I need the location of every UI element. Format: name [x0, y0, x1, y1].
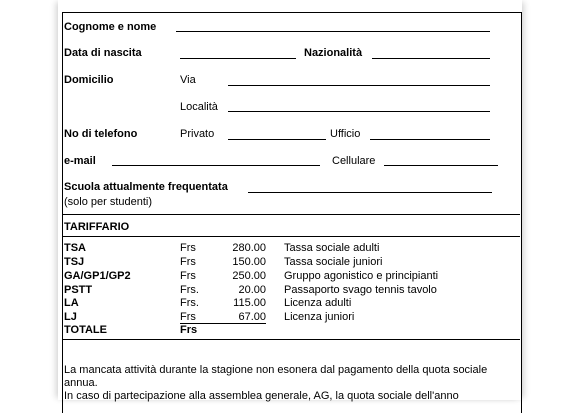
tariff-code: LA	[64, 297, 79, 309]
tariff-description: Gruppo agonistico e principianti	[284, 270, 439, 282]
tariff-code: PSTT	[64, 284, 93, 296]
city-field[interactable]	[228, 111, 490, 112]
nationality-label: Nazionalità	[304, 47, 363, 59]
total-label: TOTALE	[64, 324, 107, 336]
tariff-description: Licenza adulti	[284, 297, 352, 309]
tariff-amount: 250.00	[232, 270, 266, 282]
tariff-amount: 150.00	[232, 256, 266, 268]
street-field[interactable]	[228, 85, 490, 86]
mobile-field[interactable]	[384, 165, 498, 166]
tariff-currency: Frs	[180, 242, 196, 254]
tariff-description: Tassa sociale adulti	[284, 242, 380, 254]
tariff-code: LJ	[64, 311, 77, 323]
tariff-code: TSA	[64, 242, 86, 254]
tariff-currency: Frs.	[180, 297, 199, 309]
school-note: (solo per studenti)	[64, 196, 153, 208]
email-field[interactable]	[112, 165, 320, 166]
tariff-amount: 280.00	[232, 242, 266, 254]
name-field[interactable]	[176, 31, 490, 32]
birth-date-field[interactable]	[180, 58, 296, 59]
address-label: Domicilio	[64, 74, 114, 86]
note-line-3: In caso di partecipazione alla assemblea generale, AG, la quota sociale dell'anno	[64, 390, 459, 402]
tariff-heading: TARIFFARIO	[64, 221, 130, 233]
mobile-label: Cellulare	[332, 155, 376, 167]
tariff-amount: 20.00	[238, 284, 266, 296]
phone-office-field[interactable]	[370, 139, 490, 140]
total-currency: Frs	[180, 324, 198, 336]
tariff-description: Tassa sociale juniori	[284, 256, 383, 268]
tariff-description: Licenza juniori	[284, 311, 355, 323]
tariff-heading-divider	[62, 236, 520, 237]
school-label: Scuola attualmente frequentata	[64, 181, 228, 193]
note-line-2: annua.	[64, 377, 98, 389]
tariff-code: TSJ	[64, 256, 85, 268]
phone-private-label: Privato	[180, 128, 215, 140]
tariff-code: GA/GP1/GP2	[64, 270, 131, 282]
phone-office-label: Ufficio	[330, 128, 361, 140]
email-label: e-mail	[64, 155, 96, 167]
tariff-description: Passaporto svago tennis tavolo	[284, 284, 437, 296]
tariff-currency: Frs.	[180, 284, 199, 296]
school-field[interactable]	[248, 192, 492, 193]
city-label: Località	[180, 101, 218, 113]
birth-date-label: Data di nascita	[64, 47, 142, 59]
section-divider	[62, 214, 520, 215]
document-page	[58, 0, 522, 400]
phone-label: No di telefono	[64, 128, 138, 140]
total-divider	[62, 339, 520, 340]
tariff-amount: 115.00	[233, 297, 266, 309]
tariff-amount: 67.00	[238, 311, 266, 323]
nationality-field[interactable]	[372, 58, 490, 59]
name-label: Cognome e nome	[64, 21, 157, 33]
form-frame	[62, 12, 522, 413]
street-label: Via	[180, 74, 196, 86]
tariff-currency: Frs	[180, 270, 196, 282]
phone-private-field[interactable]	[228, 139, 326, 140]
tariff-currency: Frs	[180, 256, 196, 268]
tariff-currency: Frs	[180, 311, 196, 323]
note-line-1: La mancata attività durante la stagione non esonera dal pagamento della quota sociale	[64, 364, 488, 376]
